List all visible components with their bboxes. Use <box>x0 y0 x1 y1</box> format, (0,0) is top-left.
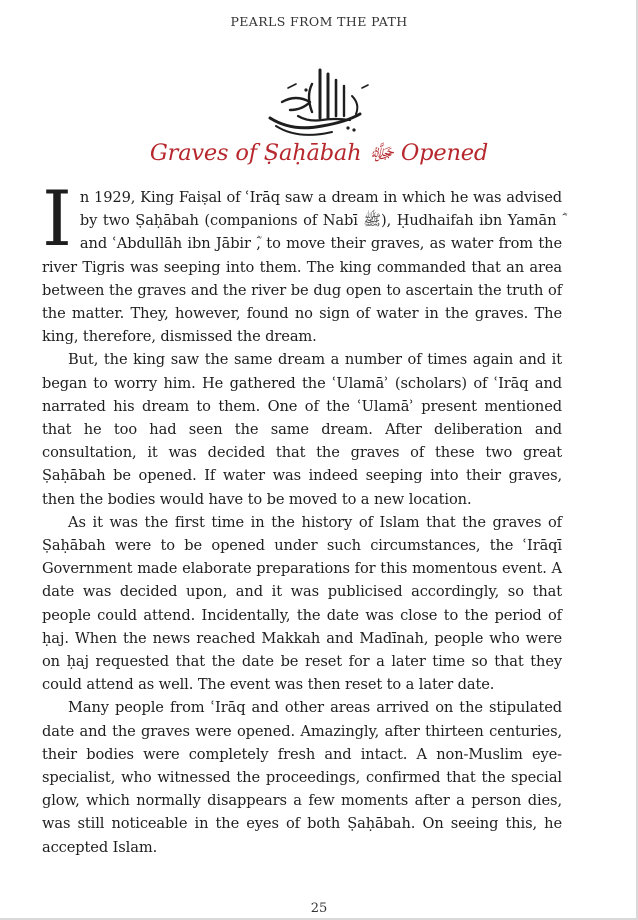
paragraph-4: Many people from ʿIrāq and other areas arrived on the stipulated date and the graves were opened. Amazingly, after thirteen centuries, their bodies were completely fresh and intact. A non-Muslim eye-specialist, who witnessed the proceedings, confirmed that the special glow, which normally disappears a few moments after a person dies, was still noticeable in the eyes of both Ṣaḥābah. On seeing this, he accepted Islam. <box>42 699 562 856</box>
drop-cap: I <box>42 174 72 263</box>
paragraph-3: As it was the first time in the history of Islam that the graves of Ṣaḥābah were to be opened under such circumstances, the ʿIrāqī Government made elaborate preparations for this momentous event. A date was decided upon, and it was publicised accordingly, so that people could attend. Incidentally, the date was close to the period of ḥaj. When the news reached Makkah and Madīnah, people who were on ḥaj requested that the date be reset for a later time so that they could attend as well. The event was then reset to a later date. <box>42 513 562 694</box>
chapter-title: Graves of Ṣaḥābah ﷻ Opened <box>149 140 489 166</box>
allahu-akbar-calligraphy <box>262 66 382 140</box>
body-text <box>42 174 562 859</box>
paragraph-1 <box>42 174 562 348</box>
paragraph-2: But, the king saw the same dream a number of times again and it began to worry him. He gathered the ʿUlamāʾ (scholars) of ʿIrāq and narrated his dream to them. One of the ʿUlamāʾ present mentioned that he too had seen the same dream. After deliberation and consultation, it was decided that the graves of these two great Ṣaḥābah be opened. If water was indeed seeping into their graves, then the bodies would have to be moved to a new location. <box>42 351 562 508</box>
paragraph-1-text: n 1929, King Faiṣal of ʿIrāq saw a dream in which he was advised by two Ṣaḥābah (companions of Nabī ﷺ), Ḥudhaifah ibn Yamān ؓ and ʿAbdullāh ibn Jābir ؓ, to move their graves, as water from the river Tigris was seeping into them. The king commanded that an area between the graves and the river be dug open to ascertain the truth of the matter. They, however, found no sign of water in the graves. The king, therefore, dismissed the dream. <box>42 189 562 346</box>
running-head: PEARLS FROM THE PATH <box>230 14 408 29</box>
page-number: 25 <box>310 901 328 916</box>
